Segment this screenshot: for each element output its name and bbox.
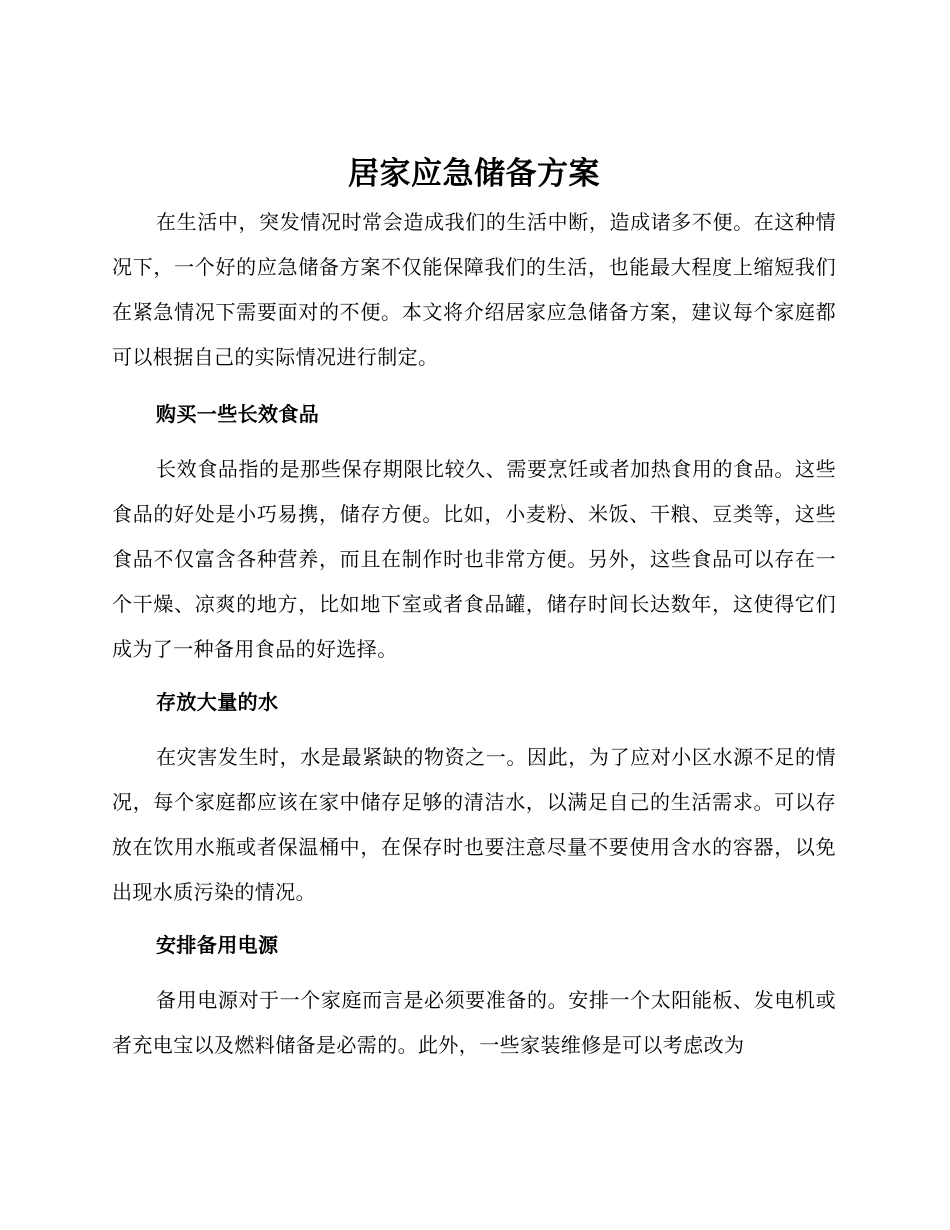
intro-paragraph: 在生活中，突发情况时常会造成我们的生活中断，造成诸多不便。在这种情况下，一个好的应急储备方案不仅能保障我们的生活，也能最大程度上缩短我们在紧急情况下需要面对的不便。本文将介绍居家应急储备方案，建议每个家庭都可以根据自己的实际情况进行制定。 — [112, 210, 836, 369]
document-title: 居家应急储备方案 — [348, 156, 600, 192]
section-body: 在灾害发生时，水是最紧缺的物资之一。因此，为了应对小区水源不足的情况，每个家庭都应该在家中储存足够的清洁水，以满足自己的生活需求。可以存放在饮用水瓶或者保温桶中，在保存时也要注意尽量不要使用含水的容器，以免出现水质污染的情况。 — [112, 745, 836, 904]
section-backup-power — [112, 923, 836, 1068]
section-body: 长效食品指的是那些保存期限比较久、需要烹饪或者加热食用的食品。这些食品的好处是小巧易携，储存方便。比如，小麦粉、米饭、干粮、豆类等，这些食品不仅富含各种营养，而且在制作时也非常方便。另外，这些食品可以存在一个干燥、凉爽的地方，比如地下室或者食品罐，储存时间长达数年，这使得它们成为了一种备用食品的好选择。 — [112, 457, 836, 661]
section-heading: 购买一些长效食品 — [156, 402, 320, 426]
section-heading: 存放大量的水 — [156, 690, 279, 714]
section-long-life-food — [112, 392, 836, 672]
section-heading: 安排备用电源 — [156, 933, 279, 957]
document-page — [112, 148, 836, 1068]
section-water-storage — [112, 680, 836, 915]
section-body: 备用电源对于一个家庭而言是必须要准备的。安排一个太阳能板、发电机或者充电宝以及燃料储备是必需的。此外，一些家装维修是可以考虑改为 — [112, 988, 836, 1057]
